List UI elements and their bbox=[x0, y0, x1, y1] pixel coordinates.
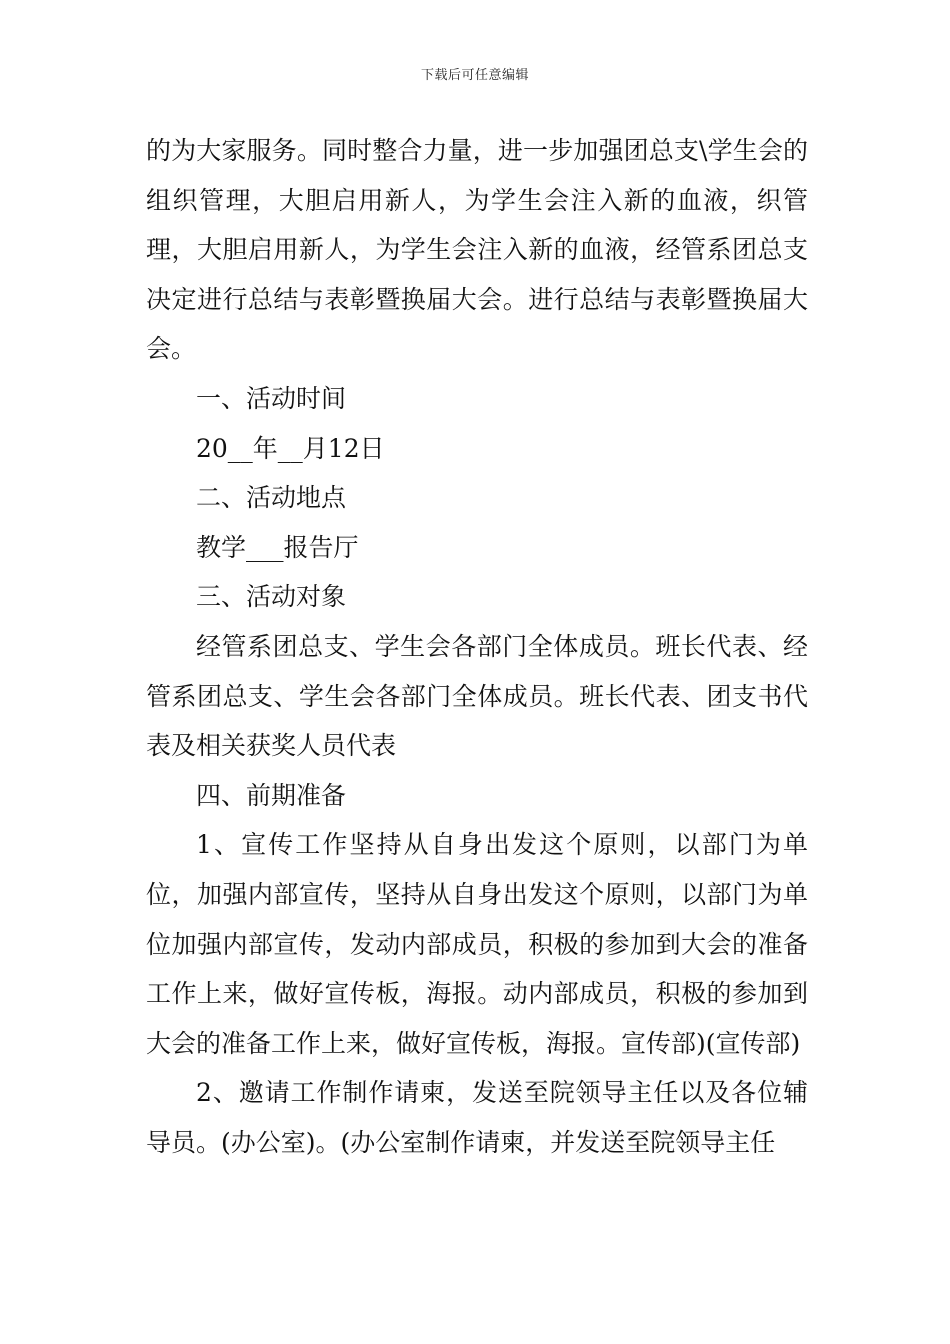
paragraph-intro: 的为大家服务。同时整合力量，进一步加强团总支\学生会的组织管理，大胆启用新人，为学生会注入新的血液，织管理，大胆启用新人，为学生会注入新的血液，经管系团总支决定进行总结与表彰暨换届大会。进行总结与表彰暨换届大会。 bbox=[146, 136, 808, 364]
event-date: 20__年__月12日 bbox=[196, 433, 385, 463]
section-heading-location: 二、活动地点 bbox=[196, 483, 347, 513]
page-header: 下载后可任意编辑 bbox=[420, 68, 529, 83]
document-body bbox=[146, 126, 808, 1167]
section-heading-audience: 三、活动对象 bbox=[196, 582, 347, 612]
section-heading-time: 一、活动时间 bbox=[196, 383, 347, 413]
preparation-item-publicity: 1、宣传工作坚持从自身出发这个原则，以部门为单位，加强内部宣传，坚持从自身出发这个原则，以部门为单位加强内部宣传，发动内部成员，积极的参加到大会的准备工作上来，做好宣传板，海报。动内部成员，积极的参加到大会的准备工作上来，做好宣传板，海报。宣传部)(宣传部) bbox=[146, 830, 808, 1058]
event-location: 教学___报告厅 bbox=[196, 532, 359, 562]
section-heading-preparation: 四、前期准备 bbox=[196, 780, 347, 810]
event-audience: 经管系团总支、学生会各部门全体成员。班长代表、经管系团总支、学生会各部门全体成员。班长代表、团支书代表及相关获奖人员代表 bbox=[146, 631, 808, 761]
preparation-item-invitation: 2、邀请工作制作请柬，发送至院领导主任以及各位辅导员。(办公室)。(办公室制作请柬，并发送至院领导主任 bbox=[146, 1078, 808, 1157]
